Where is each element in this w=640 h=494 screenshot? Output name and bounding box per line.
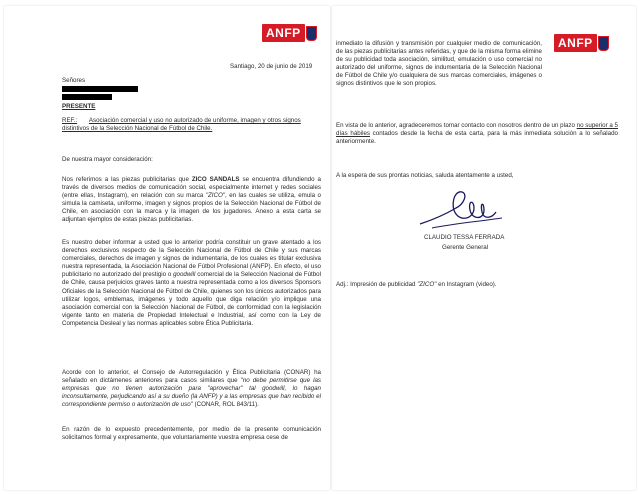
p1-text: se encuentra difundiendo a través de diversos medios de comunicación social, especialmente internet y redes sociales (entre ellas, Instagram), en relación con su marca [62,176,321,200]
redaction-bar [62,86,138,92]
redacted-recipient [62,86,138,100]
p2-text: Es nuestro deber informar a usted que lo anterior podría constituir un grave atentado a los derechos exclusivos respecto de la Selección Nacional de Fútbol de Chile y sus marcas comerciales, derechos de imagen y signos de indumentaria, de los cuales es titular exclusiva nuestra representada, la Asociación Nacional de Fútbol Profesional (ANFP). En efecto, el uso publicitario no autorizado del prestigio o [62,239,321,279]
present-label: PRESENTE [62,103,96,110]
closing-line: A la espera de sus prontas noticias, saluda atentamente a usted, [336,172,514,179]
p6-text: contados desde la fecha de esta carta, para la más inmediata solución a lo señalado anteriormente. [336,130,618,146]
anfp-logo [262,24,317,42]
p2-text: comercial de la Selección Nacional de Fútbol de Chile, causa perjuicios graves tanto a nuestra representada como a los diversos Sponsors Oficiales de la Selección Nacional de Fútbol de Chile, quienes son los únicos autorizados para utilizar logos, emblemas, imágenes y todo aquello que diga relación y/o implique una asociación comercial con la Selección Nacional de Fútbol, de conformidad con la legislación vigente tanto en materia de Propiedad Intelectual e Industrial, así como con la Ley de Competencia Desleal y las normas aplicables sobre Ética Publicitaria. [62,271,321,327]
p2-goodwill: goodwill [173,271,196,279]
recipient-label: Señores [62,77,86,84]
paragraph-6 [336,122,618,146]
p1-text: Nos referimos a las piezas publicitarias que [62,176,189,183]
reference-block [62,117,320,133]
p1-text: , en las cuales se utiliza, emula o simula la camiseta, uniforme, imagen y signos propios de la Selección Nacional de Fútbol de Chile, en asociación con la marca y la imagen de los jugadores. Anexo a esta carta se adjuntan ejemplos de estas piezas publicitarias. [62,192,321,224]
letter-page-1 [4,6,330,490]
letter-date: Santiago, 20 de junio de 2019 [230,63,313,70]
anfp-logo-text: ANFP [554,34,597,52]
greeting: De nuestra mayor consideración: [62,156,153,163]
p3-quote: "no debe permitirse que las empresas que no tienen autorización para "aprovechar" tal goodwill, lo hagan inconsultamente, perjudicando así a su dueño (la ANFP) y a las empresas que han recibido el correspondiente permiso o autorización de uso" [62,377,321,409]
p6-text: En vista de lo anterior, agradeceremos tomar contacto con nosotros dentro de un plazo [336,122,575,129]
annex-text: en Instagram (video). [438,281,497,288]
paragraph-4: En razón de lo expuesto precedentemente, por medio de la presente comunicación solicitamos formal y expresamente, que voluntariamente vuestra empresa cese de [62,426,321,442]
ref-text: Asociación comercial y uso no autorizado de uniforme, imagen y otros signos distintivos de la Selección Nacional de Fútbol de Chile. [62,117,301,133]
p1-brand: ZICO SANDALS [191,176,240,183]
signature-graphic [412,184,508,236]
p3-text: Acorde con lo anterior, el Consejo de Autorregulación y Ética Publicitaria (CONAR) ha señalado en dictámenes anteriores para casos similares que [62,369,321,385]
deadline-text: no superior a 5 días hábiles [336,122,618,138]
annex-text: Adj.: Impresión de publicidad [336,281,416,288]
annex-line [336,281,497,289]
signer-name: CLAUDIO TESSA FERRADA [424,234,505,241]
paragraph-1 [62,176,321,225]
paragraph-5: inmediato la difusión y transmisión por cualquier medio de comunicación, de las piezas publicitarias antes referidas, y que de la misma forma elimine de su publicidad toda asociación, similitud, emulación o uso comercial no autorizado del uniforme, signos de indumentaria de la Selección Nacional de Fútbol de Chile y/o cualquiera de sus marcas comerciales, imágenes o signos distintivos que le son propios. [336,40,542,88]
paragraph-3 [62,369,321,409]
annex-zico: "ZICO" [417,281,437,288]
anfp-logo [554,34,609,52]
redaction-bar [62,94,112,100]
letter-page-2 [332,6,636,490]
signer-title: Gerente General [442,244,489,251]
p1-zico: "ZICO" [205,192,226,200]
anfp-crest-icon [598,36,609,51]
p3-text: (CONAR, ROL 843/11). [194,401,259,409]
paragraph-2 [62,239,321,328]
anfp-crest-icon [306,26,317,41]
ref-label: REF.: [62,117,78,124]
anfp-logo-text: ANFP [262,24,305,42]
